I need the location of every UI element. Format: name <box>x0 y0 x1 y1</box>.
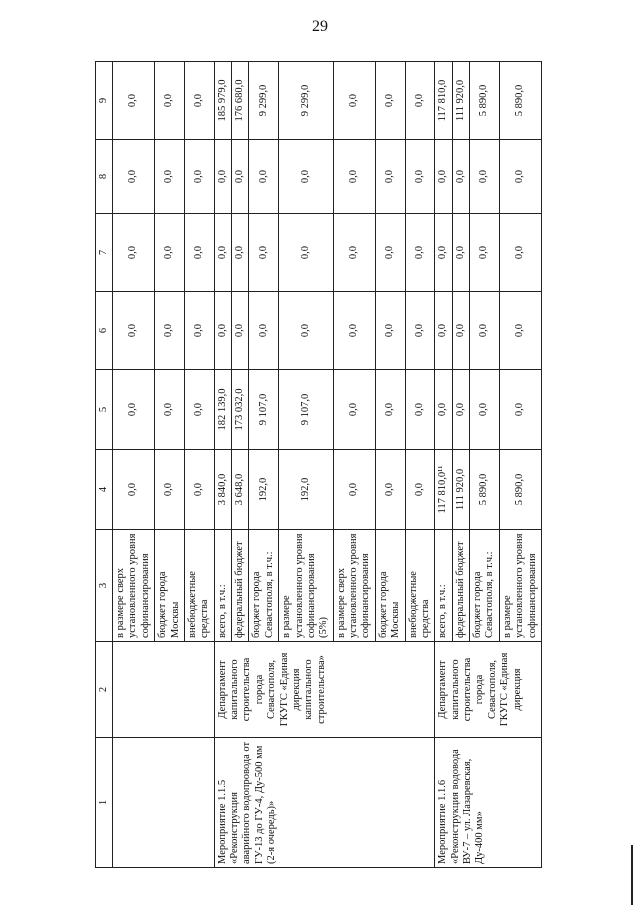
value-cell: 0,0 <box>184 370 214 450</box>
page-number: 29 <box>312 18 328 35</box>
value-cell: 0,0 <box>232 214 249 292</box>
budget-table <box>95 61 542 868</box>
value-cell: 0,0 <box>405 62 435 140</box>
funding-source-cell: в размере установленного уровня софинансирования <box>499 530 541 642</box>
funding-source-cell: внебюджетные средства <box>405 530 435 642</box>
value-cell: 0,0 <box>499 292 541 370</box>
table-body <box>113 62 542 868</box>
value-cell: 0,0 <box>405 450 435 530</box>
value-cell: 0,0 <box>499 214 541 292</box>
value-cell: 0,0 <box>184 140 214 214</box>
col-header: 4 <box>96 450 113 530</box>
value-cell: 0,0 <box>333 370 375 450</box>
value-cell: 9 107,0 <box>279 370 334 450</box>
col-header: 2 <box>96 642 113 738</box>
value-cell: 0,0 <box>375 370 405 450</box>
table-row <box>435 62 452 868</box>
value-cell: 0,0 <box>470 140 500 214</box>
value-cell: 0,0 <box>249 140 279 214</box>
value-cell: 0,0 <box>214 140 231 214</box>
column-number-row <box>96 62 113 868</box>
value-cell: 0,0 <box>155 292 185 370</box>
col-header: 9 <box>96 62 113 140</box>
value-cell: 0,0 <box>375 450 405 530</box>
value-cell: 0,0 <box>113 370 155 450</box>
activity-cell: Мероприятие 1.1.5 «Реконструкция аварийного водопровода от ГУ-13 до ГУ-4, Ду-500 мм (2-я очередь)» <box>214 738 435 868</box>
funding-source-cell: бюджет города Севастополя, в т.ч.: <box>249 530 279 642</box>
value-cell: 0,0 <box>405 370 435 450</box>
funding-source-cell: всего, в т.ч.: <box>435 530 452 642</box>
value-cell: 0,0 <box>452 214 469 292</box>
value-cell: 0,0 <box>214 292 231 370</box>
value-cell: 0,0 <box>232 140 249 214</box>
value-cell: 0,0 <box>113 214 155 292</box>
col-header: 3 <box>96 530 113 642</box>
activity-cell-empty <box>113 738 215 868</box>
executor-cell: Департамент капитального строительства города Севастополя, ГКУГС «Единая дирекция капитального строительства» <box>214 642 435 738</box>
value-cell: 0,0 <box>375 292 405 370</box>
value-cell: 0,0 <box>232 292 249 370</box>
value-cell: 0,0 <box>375 140 405 214</box>
value-cell: 111 920,0 <box>452 62 469 140</box>
value-cell: 0,0 <box>333 62 375 140</box>
value-cell: 185 979,0 <box>214 62 231 140</box>
value-cell: 0,0 <box>155 450 185 530</box>
funding-source-cell: в размере установленного уровня софинансирования (5%) <box>279 530 334 642</box>
value-cell: 5 890,0 <box>470 450 500 530</box>
col-header: 8 <box>96 140 113 214</box>
value-cell: 0,0 <box>249 214 279 292</box>
funding-source-cell: бюджет города Москвы <box>155 530 185 642</box>
value-cell: 0,0 <box>113 292 155 370</box>
value-cell: 9 299,0 <box>279 62 334 140</box>
col-header: 5 <box>96 370 113 450</box>
value-cell: 9 299,0 <box>249 62 279 140</box>
value-cell: 0,0 <box>435 292 452 370</box>
value-cell: 5 890,0 <box>499 450 541 530</box>
value-cell: 0,0 <box>279 140 334 214</box>
value-cell: 173 032,0 <box>232 370 249 450</box>
value-cell: 5 890,0 <box>470 62 500 140</box>
value-cell: 117 810,0¹¹ <box>435 450 452 530</box>
funding-source-cell: бюджет города Севастополя, в т.ч.: <box>470 530 500 642</box>
value-cell: 0,0 <box>155 140 185 214</box>
value-cell: 3 648,0 <box>232 450 249 530</box>
value-cell: 0,0 <box>113 450 155 530</box>
value-cell: 111 920,0 <box>452 450 469 530</box>
value-cell: 0,0 <box>249 292 279 370</box>
funding-source-cell: федеральный бюджет <box>452 530 469 642</box>
value-cell: 0,0 <box>214 214 231 292</box>
value-cell: 0,0 <box>184 450 214 530</box>
value-cell: 0,0 <box>405 214 435 292</box>
value-cell: 0,0 <box>155 370 185 450</box>
value-cell: 0,0 <box>184 292 214 370</box>
value-cell: 0,0 <box>375 214 405 292</box>
funding-source-cell: в размере сверх установленного уровня софинансирования <box>333 530 375 642</box>
value-cell: 0,0 <box>155 214 185 292</box>
funding-source-cell: в размере сверх установленного уровня софинансирования <box>113 530 155 642</box>
value-cell: 0,0 <box>405 140 435 214</box>
col-header: 1 <box>96 738 113 868</box>
value-cell: 0,0 <box>452 292 469 370</box>
executor-cell: Департамент капитального строительства города Севастополя, ГКУГС «Единая дирекция <box>435 642 542 738</box>
value-cell: 0,0 <box>375 62 405 140</box>
value-cell: 0,0 <box>470 370 500 450</box>
value-cell: 3 840,0 <box>214 450 231 530</box>
col-header: 6 <box>96 292 113 370</box>
col-header: 7 <box>96 214 113 292</box>
value-cell: 117 810,0 <box>435 62 452 140</box>
value-cell: 5 890,0 <box>499 62 541 140</box>
funding-source-cell: внебюджетные средства <box>184 530 214 642</box>
value-cell: 0,0 <box>499 140 541 214</box>
value-cell: 0,0 <box>113 62 155 140</box>
value-cell: 0,0 <box>405 292 435 370</box>
value-cell: 192,0 <box>279 450 334 530</box>
value-cell: 0,0 <box>155 62 185 140</box>
value-cell: 0,0 <box>333 450 375 530</box>
value-cell: 0,0 <box>184 62 214 140</box>
value-cell: 182 139,0 <box>214 370 231 450</box>
value-cell: 0,0 <box>435 370 452 450</box>
value-cell: 0,0 <box>435 214 452 292</box>
value-cell: 0,0 <box>333 292 375 370</box>
value-cell: 0,0 <box>452 140 469 214</box>
funding-source-cell: бюджет города Москвы <box>375 530 405 642</box>
value-cell: 176 680,0 <box>232 62 249 140</box>
value-cell: 0,0 <box>184 214 214 292</box>
value-cell: 9 107,0 <box>249 370 279 450</box>
value-cell: 0,0 <box>452 370 469 450</box>
rotated-table-container <box>95 62 538 868</box>
value-cell: 0,0 <box>333 214 375 292</box>
table-row <box>113 62 155 868</box>
value-cell: 0,0 <box>470 292 500 370</box>
value-cell: 192,0 <box>249 450 279 530</box>
value-cell: 0,0 <box>333 140 375 214</box>
value-cell: 0,0 <box>279 214 334 292</box>
executor-cell-empty <box>113 642 215 738</box>
activity-cell: Мероприятие 1.1.6 «Реконструкция водовода ВУ-7 – ул. Лазаревская, Ду-400 мм» <box>435 738 542 868</box>
value-cell: 0,0 <box>470 214 500 292</box>
value-cell: 0,0 <box>499 370 541 450</box>
value-cell: 0,0 <box>279 292 334 370</box>
funding-source-cell: федеральный бюджет <box>232 530 249 642</box>
value-cell: 0,0 <box>435 140 452 214</box>
page-edge-mark <box>631 845 633 905</box>
funding-source-cell: всего, в т.ч.: <box>214 530 231 642</box>
table-row <box>214 62 231 868</box>
value-cell: 0,0 <box>113 140 155 214</box>
